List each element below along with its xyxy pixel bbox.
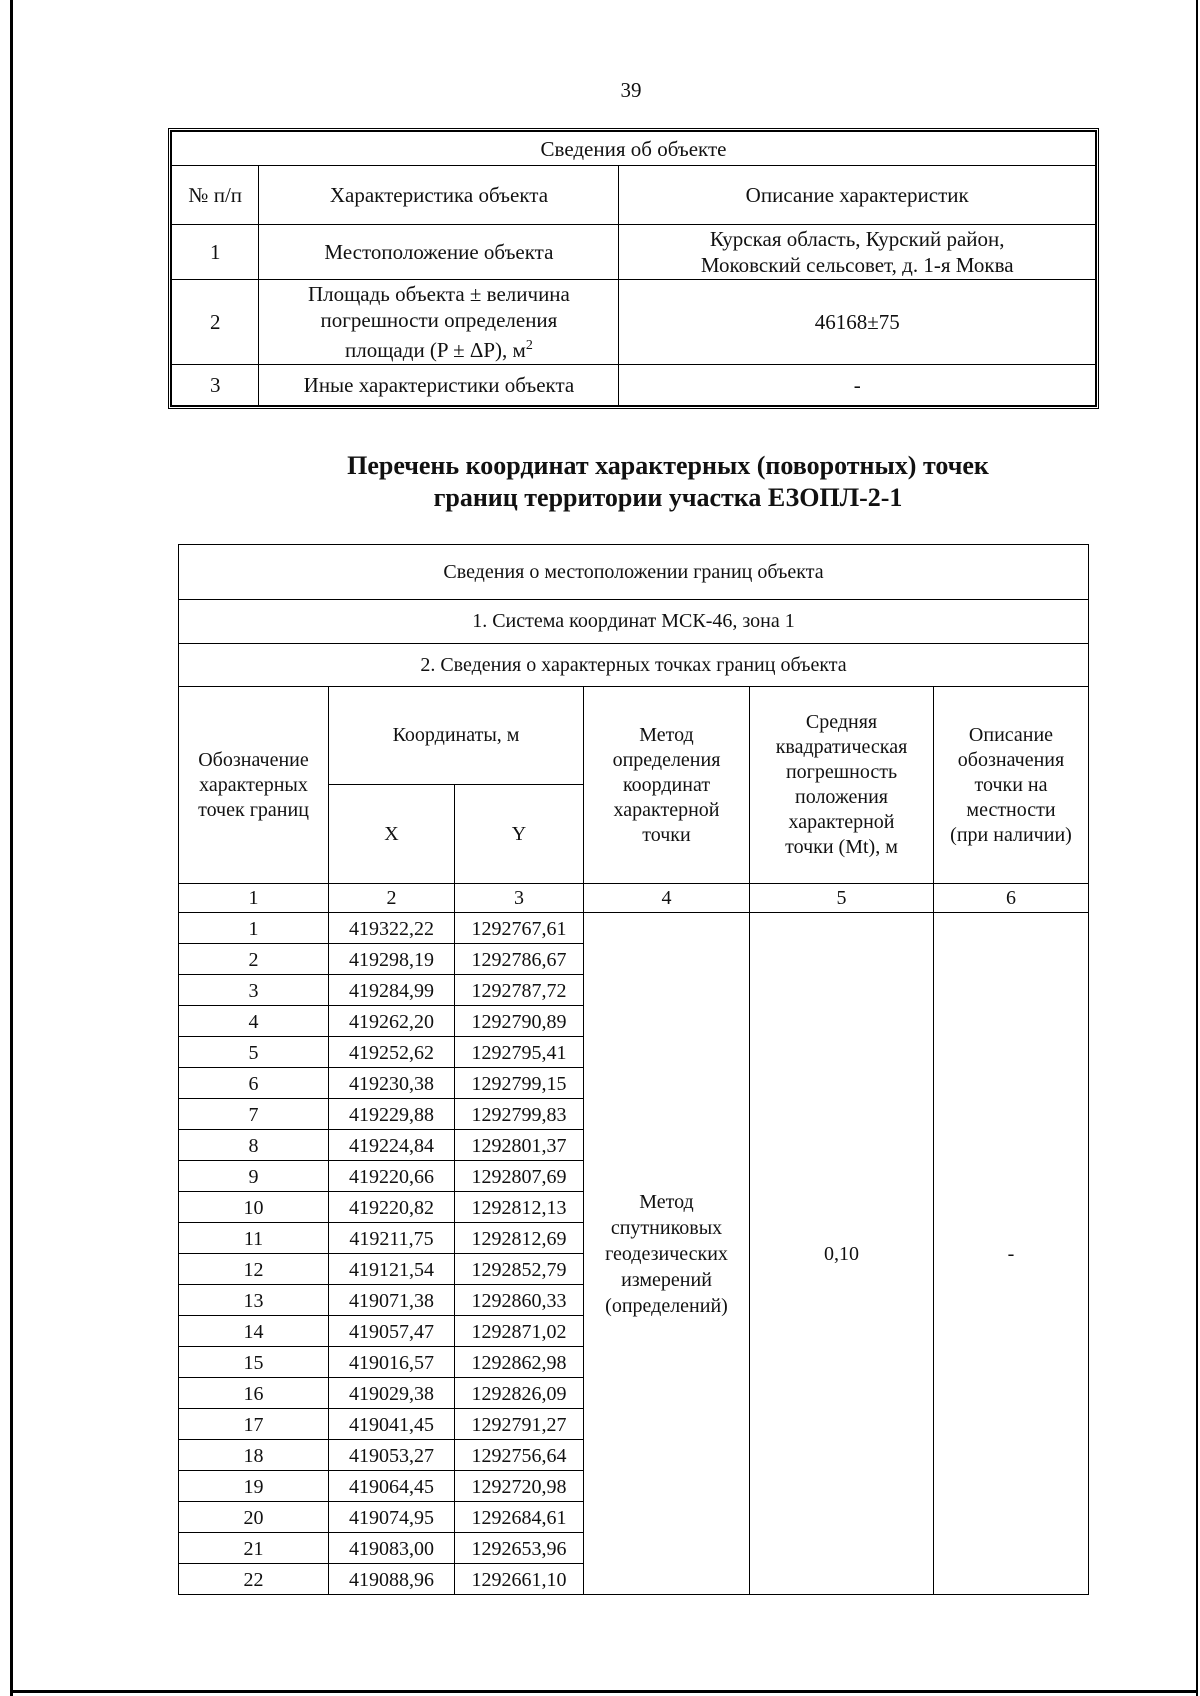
x-value: 419322,22 xyxy=(329,913,455,944)
y-value: 1292786,67 xyxy=(455,944,584,975)
point-number: 19 xyxy=(179,1471,329,1502)
y-value: 1292871,02 xyxy=(455,1316,584,1347)
x-value: 419064,45 xyxy=(329,1471,455,1502)
header-point-designation: Обозначение характерных точек границ xyxy=(179,687,329,884)
method-cell: Метод спутниковых геодезических измерений (определений) xyxy=(584,913,750,1595)
x-value: 419088,96 xyxy=(329,1564,455,1595)
coordinate-system: 1. Система координат МСК-46, зона 1 xyxy=(179,600,1089,644)
y-value: 1292862,98 xyxy=(455,1347,584,1378)
y-value: 1292799,83 xyxy=(455,1099,584,1130)
y-value: 1292826,09 xyxy=(455,1378,584,1409)
y-value: 1292787,72 xyxy=(455,975,584,1006)
y-value: 1292791,27 xyxy=(455,1409,584,1440)
page-border-bottom xyxy=(10,1690,1198,1693)
x-value: 419252,62 xyxy=(329,1037,455,1068)
point-number: 9 xyxy=(179,1161,329,1192)
point-number: 22 xyxy=(179,1564,329,1595)
y-value: 1292653,96 xyxy=(455,1533,584,1564)
x-value: 419262,20 xyxy=(329,1006,455,1037)
y-value: 1292799,15 xyxy=(455,1068,584,1099)
point-number: 17 xyxy=(179,1409,329,1440)
point-number: 13 xyxy=(179,1285,329,1316)
table-row: 2 Площадь объекта ± величина погрешности определения площади (P ± ΔP), $м^2$ 46168±75 xyxy=(172,280,1096,365)
point-number: 1 xyxy=(179,913,329,944)
object-info-table xyxy=(168,128,1099,409)
header-mean-error: Средняя квадратическая погрешность положения характерной точки (Mt), м xyxy=(750,687,934,884)
y-value: 1292661,10 xyxy=(455,1564,584,1595)
header-method: Метод определения координат характерной точки xyxy=(584,687,750,884)
header-characteristic: Характеристика объекта xyxy=(259,166,619,225)
header-x: X xyxy=(329,785,455,884)
point-number: 4 xyxy=(179,1006,329,1037)
page-border-right xyxy=(1196,0,1198,1696)
column-numbers-row: 1 2 3 4 5 6 xyxy=(179,884,1089,913)
x-value: 419230,38 xyxy=(329,1068,455,1099)
y-value: 1292767,61 xyxy=(455,913,584,944)
mean-error-cell: 0,10 xyxy=(750,913,934,1595)
x-value: 419057,47 xyxy=(329,1316,455,1347)
y-value: 1292684,61 xyxy=(455,1502,584,1533)
y-value: 1292860,33 xyxy=(455,1285,584,1316)
header-y: Y xyxy=(455,785,584,884)
x-value: 419229,88 xyxy=(329,1099,455,1130)
y-value: 1292812,69 xyxy=(455,1223,584,1254)
x-value: 419016,57 xyxy=(329,1347,455,1378)
point-number: 2 xyxy=(179,944,329,975)
x-value: 419220,82 xyxy=(329,1192,455,1223)
y-value: 1292756,64 xyxy=(455,1440,584,1471)
point-number: 7 xyxy=(179,1099,329,1130)
point-number: 12 xyxy=(179,1254,329,1285)
x-value: 419121,54 xyxy=(329,1254,455,1285)
point-number: 3 xyxy=(179,975,329,1006)
table-row xyxy=(179,913,1089,944)
x-value: 419071,38 xyxy=(329,1285,455,1316)
point-number: 21 xyxy=(179,1533,329,1564)
points-title: 2. Сведения о характерных точках границ объекта xyxy=(179,644,1089,687)
x-value: 419074,95 xyxy=(329,1502,455,1533)
header-point-description: Описание обозначения точки на местности (при наличии) xyxy=(934,687,1089,884)
y-value: 1292720,98 xyxy=(455,1471,584,1502)
x-value: 419224,84 xyxy=(329,1130,455,1161)
coords-title: Сведения о местоположении границ объекта xyxy=(179,545,1089,600)
coordinates-table xyxy=(178,544,1089,1595)
point-number: 10 xyxy=(179,1192,329,1223)
x-value: 419298,19 xyxy=(329,944,455,975)
y-value: 1292790,89 xyxy=(455,1006,584,1037)
x-value: 419083,00 xyxy=(329,1533,455,1564)
page-border-left xyxy=(10,0,13,1696)
point-number: 14 xyxy=(179,1316,329,1347)
table-row: 1 Местоположение объекта Курская область, Курский район, Моковский сельсовет, д. 1-я Моква xyxy=(172,225,1096,280)
y-value: 1292812,13 xyxy=(455,1192,584,1223)
x-value: 419284,99 xyxy=(329,975,455,1006)
y-value: 1292801,37 xyxy=(455,1130,584,1161)
x-value: 419211,75 xyxy=(329,1223,455,1254)
y-value: 1292852,79 xyxy=(455,1254,584,1285)
page-number: 39 xyxy=(620,78,642,102)
section-heading: Перечень координат характерных (поворотных) точек границ территории участка ЕЗОПЛ-2-1 xyxy=(347,451,989,512)
header-coordinates: Координаты, м xyxy=(329,687,584,785)
header-number: № п/п xyxy=(172,166,259,225)
object-info-title: Сведения об объекте xyxy=(172,132,1096,166)
point-number: 8 xyxy=(179,1130,329,1161)
point-number: 15 xyxy=(179,1347,329,1378)
point-number: 20 xyxy=(179,1502,329,1533)
x-value: 419029,38 xyxy=(329,1378,455,1409)
x-value: 419053,27 xyxy=(329,1440,455,1471)
y-value: 1292807,69 xyxy=(455,1161,584,1192)
point-description-cell: - xyxy=(934,913,1089,1595)
table-row: 3 Иные характеристики объекта - xyxy=(172,365,1096,406)
x-value: 419220,66 xyxy=(329,1161,455,1192)
point-number: 6 xyxy=(179,1068,329,1099)
header-description: Описание характеристик xyxy=(619,166,1096,225)
point-number: 5 xyxy=(179,1037,329,1068)
y-value: 1292795,41 xyxy=(455,1037,584,1068)
x-value: 419041,45 xyxy=(329,1409,455,1440)
point-number: 16 xyxy=(179,1378,329,1409)
point-number: 11 xyxy=(179,1223,329,1254)
point-number: 18 xyxy=(179,1440,329,1471)
